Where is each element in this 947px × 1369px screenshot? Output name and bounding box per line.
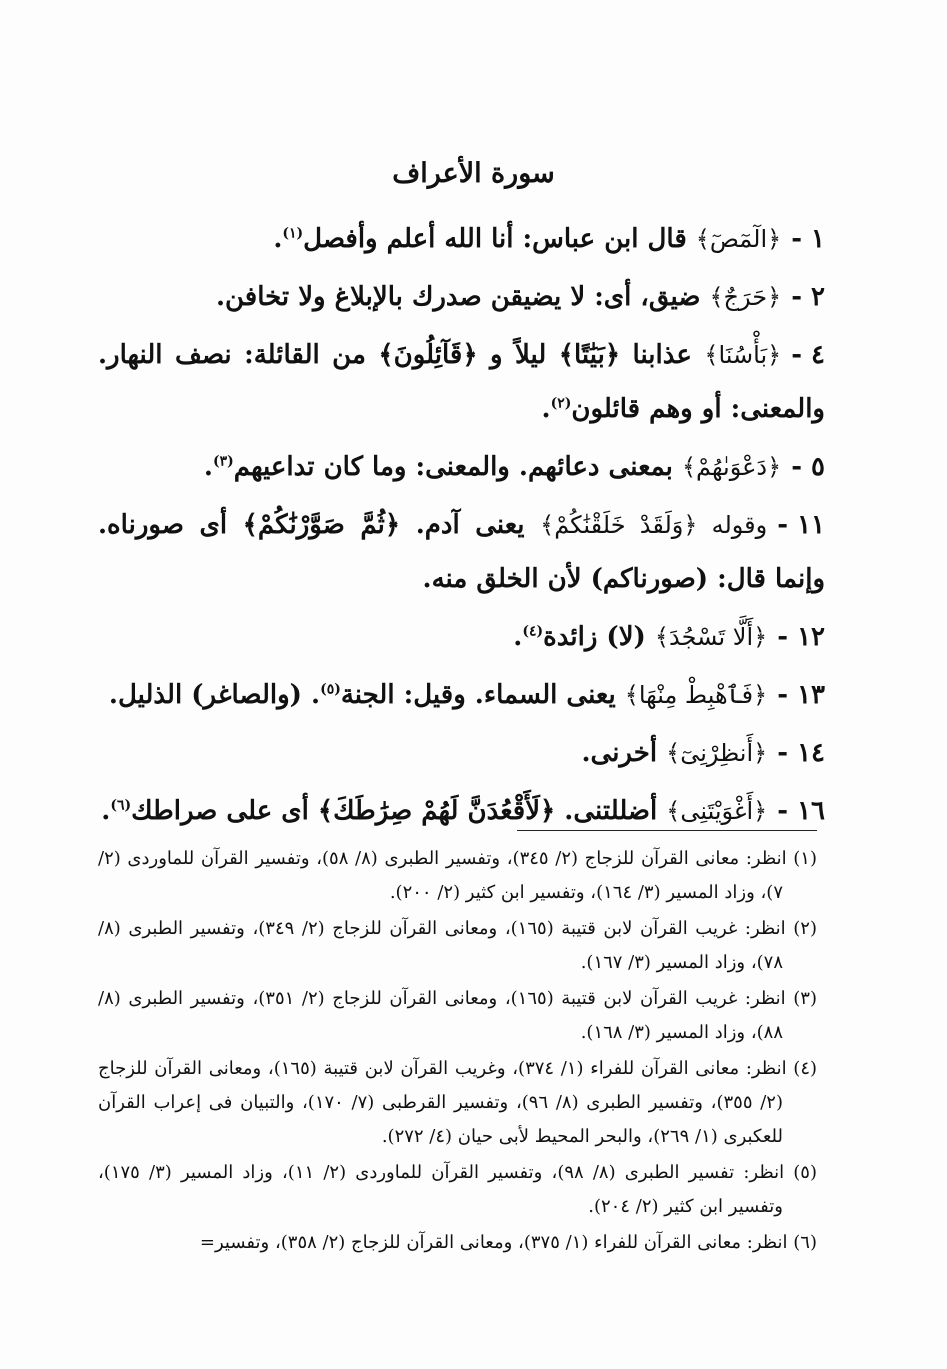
verse-number: ٤ - — [791, 340, 825, 370]
verse-commentary: يعنى السماء. وقيل: الجنة — [340, 680, 625, 710]
verse-entry — [98, 726, 825, 780]
footnote-ref[interactable]: (٥) — [320, 681, 341, 698]
verse-entry — [98, 212, 825, 266]
verse-commentary: يعنى آدم. ﴿ثُمَّ صَوَّرْنَٰكُمْ﴾ أى صورناه. وإنما قال: (صورناكم) لأن الخلق منه. — [98, 510, 825, 594]
verse-tail: . — [203, 452, 213, 482]
verse-number: ١ - — [791, 224, 825, 254]
verse-tail: . — [273, 224, 283, 254]
verse-number: ١٦ - — [777, 796, 825, 826]
footnote-ref[interactable]: (١) — [282, 225, 304, 242]
verse-commentary: (لا) زائدة — [543, 622, 655, 652]
verse-entry — [98, 668, 825, 722]
surah-title: سورة الأعراف — [392, 158, 555, 189]
quran-quote: ﴿أَغْوَيْتَنِى﴾ — [666, 797, 768, 825]
verse-commentary: أضللتنى. ﴿لَأَقْعُدَنَّ لَهُمْ صِرَٰطَكَ﴾ أى على صراطك — [131, 796, 667, 826]
quran-quote: ﴿دَعْوَىٰهُمْ﴾ — [681, 453, 782, 481]
verse-number: ١١ - — [777, 510, 825, 540]
footnote-ref[interactable]: (٦) — [110, 797, 132, 814]
verse-entry — [98, 610, 825, 664]
verse-entry — [98, 440, 825, 494]
quran-quote: ﴿أَنظِرْنِىٓ﴾ — [666, 739, 768, 767]
verse-tail: . — [101, 796, 111, 826]
quran-quote: وقوله ﴿وَلَقَدْ خَلَقْنَٰكُمْ﴾ — [540, 511, 768, 539]
footnote-list — [98, 842, 817, 1262]
quran-quote: ﴿بَأْسُنَا﴾ — [704, 341, 782, 369]
footnote-divider — [517, 830, 817, 831]
verse-entry — [98, 328, 825, 436]
verse-tail: . (والصاغر) الذليل. — [108, 680, 321, 710]
verse-entry — [98, 270, 825, 324]
verse-commentary: ضيق، أى: لا يضيقن صدرك بالإبلاغ ولا تخافن. — [215, 282, 710, 312]
verse-number: ١٢ - — [777, 622, 825, 652]
quran-quote: ﴿الٓمٓصٓ﴾ — [695, 225, 782, 253]
verse-number: ٢ - — [791, 282, 825, 312]
verse-number: ٥ - — [791, 452, 825, 482]
verse-commentary: بمعنى دعائهم. والمعنى: وما كان تداعيهم — [233, 452, 682, 482]
footnote: (٦) انظر: معانى القرآن للفراء (١/ ٣٧٥)، ومعانى القرآن للزجاج (٢/ ٣٥٨)، وتفسير= — [199, 1232, 817, 1253]
footnote: (١) انظر: معانى القرآن للزجاج (٢/ ٣٤٥)، وتفسير الطبرى (٨/ ٥٨)، وتفسير القرآن للماوردى (٢/ ٧)، وزاد المسير (٣/ ١٦٤)، وتفسير ابن كثير (٢/ ٢٠٠). — [98, 848, 817, 903]
footnote-ref[interactable]: (٢) — [550, 395, 572, 412]
quran-quote: ﴿حَرَجٌ﴾ — [709, 283, 782, 311]
verse-commentary: قال ابن عباس: أنا الله أعلم وأفصل — [303, 224, 696, 254]
footnote-ref[interactable]: (٤) — [522, 623, 544, 640]
verse-number: ١٣ - — [777, 680, 825, 710]
quran-quote: ﴿أَلَّا تَسْجُدَ﴾ — [654, 623, 768, 651]
verse-commentary: عذابنا ﴿بَيَٰتًا﴾ ليلاً و ﴿قَآئِلُونَ﴾ من القائلة: نصف النهار. والمعنى: أو وهم قائلون — [98, 340, 825, 424]
verse-tail: . — [541, 394, 551, 424]
footnote: (٥) انظر: تفسير الطبرى (٨/ ٩٨)، وتفسير القرآن للماوردى (٢/ ١١)، وزاد المسير (٣/ ١٧٥)، وتفسير ابن كثير (٢/ ٢٠٤). — [98, 1162, 817, 1217]
verse-entry — [98, 498, 825, 606]
quran-quote: ﴿فَٱهْبِطْ مِنْهَا﴾ — [624, 681, 768, 709]
verse-commentary: أخرنى. — [581, 738, 667, 768]
verse-number: ١٤ - — [777, 738, 825, 768]
verse-tail: . — [513, 622, 523, 652]
footnote: (٤) انظر: معانى القرآن للفراء (١/ ٣٧٤)، وغريب القرآن لابن قتيبة (١٦٥)، ومعانى القرآن للزجاج (٢/ ٣٥٥)، وتفسير الطبرى (٨/ ٩٦)، وتفسير القرطبى (٧/ ١٧٠)، والتبيان فى إعراب القرآن للعكبرى (١/ ٢٦٩)، والبحر المحيط لأبى حيان (٤/ ٢٧٢). — [98, 1058, 818, 1147]
footnote: (٢) انظر: غريب القرآن لابن قتيبة (١٦٥)، ومعانى القرآن للزجاج (٢/ ٣٤٩)، وتفسير الطبرى (٨/ ٧٨)، وزاد المسير (٣/ ١٦٧). — [98, 918, 817, 973]
verse-list — [98, 212, 825, 842]
footnote: (٣) انظر: غريب القرآن لابن قتيبة (١٦٥)، ومعانى القرآن للزجاج (٢/ ٣٥١)، وتفسير الطبرى (٨/ ٨٨)، وزاد المسير (٣/ ١٦٨). — [98, 988, 817, 1043]
footnote-ref[interactable]: (٣) — [212, 453, 234, 470]
